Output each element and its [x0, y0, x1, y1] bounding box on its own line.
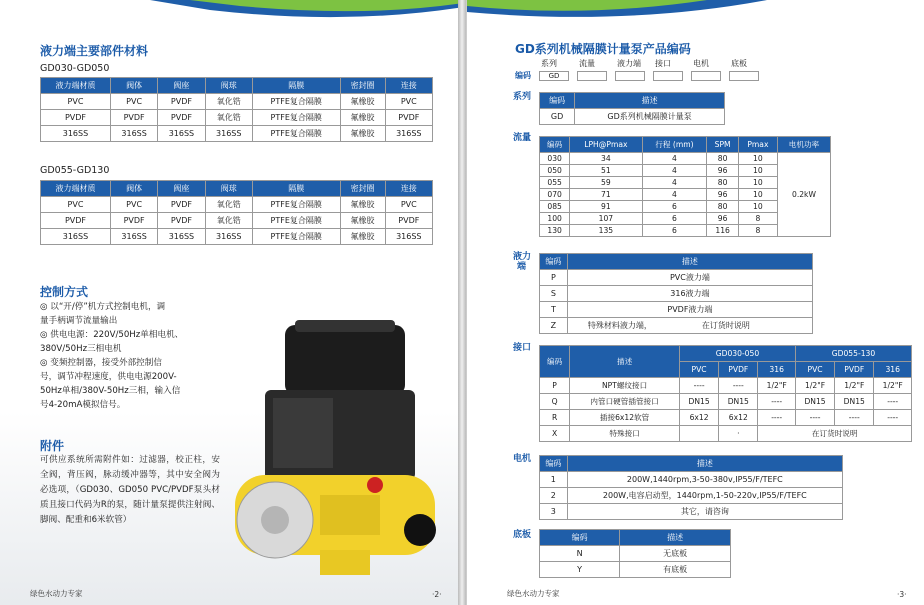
- table-cell: 055: [540, 177, 570, 189]
- table-header-cell: LPH@Pmax: [570, 137, 642, 153]
- table-row: [540, 410, 912, 426]
- table-cell: 316SS: [385, 126, 432, 142]
- table-cell: 1/2"F: [835, 378, 874, 394]
- table-header-cell: 描述: [567, 456, 842, 472]
- table-cell: 80: [707, 177, 738, 189]
- table-cell: 10: [738, 177, 777, 189]
- table-cell: PVC: [385, 197, 432, 213]
- table-cell: DN15: [835, 394, 874, 410]
- table-row: [540, 153, 831, 165]
- table-cell: 无底板: [620, 546, 731, 562]
- table-cell: 200W,电容启动型，1440rpm,1-50-220v,IP55/F/TEFC: [567, 488, 842, 504]
- motor-label: 电机: [513, 454, 532, 464]
- materials-table-1: [40, 77, 433, 142]
- base-label: 底板: [513, 530, 532, 540]
- table-cell: 1/2"F: [874, 378, 912, 394]
- table-header-cell: PVC: [679, 362, 718, 378]
- table-cell: 4: [642, 153, 707, 165]
- table-cell: 在订货时说明: [758, 426, 912, 442]
- materials-table-2: [40, 180, 433, 245]
- table-header-cell: 描述: [570, 346, 680, 378]
- table-row: [540, 302, 813, 318]
- code-label: 电机: [693, 59, 709, 68]
- table-cell: PTFE复合隔膜: [252, 94, 340, 110]
- table-header-cell: 隔膜: [252, 181, 340, 197]
- table-cell: 10: [738, 189, 777, 201]
- code-box: [577, 71, 607, 81]
- table-cell: 氟橡胶: [340, 197, 385, 213]
- table-cell: ----: [874, 394, 912, 410]
- table-header-cell: 编码: [540, 530, 620, 546]
- table-header-cell: 编码: [540, 346, 570, 378]
- table-row: [540, 562, 731, 578]
- table-cell: 135: [570, 225, 642, 237]
- table-row: [540, 254, 813, 270]
- table-cell: 内管口硬管插管接口: [570, 394, 680, 410]
- control-title: 控制方式: [40, 285, 89, 299]
- table-cell: PVC: [385, 94, 432, 110]
- table-cell: PVC: [110, 94, 157, 110]
- table-cell: ----: [835, 410, 874, 426]
- table-cell: 6: [642, 201, 707, 213]
- code-box: GD: [539, 71, 569, 81]
- table-cell: PVDF: [385, 110, 432, 126]
- table-cell: 4: [642, 165, 707, 177]
- control-line: 号4-20mA模拟信号。: [40, 400, 126, 410]
- table-cell: 34: [570, 153, 642, 165]
- spine: [458, 0, 466, 605]
- table-header-cell: 描述: [620, 530, 731, 546]
- table-cell: PTFE复合隔膜: [252, 213, 340, 229]
- table-cell: PTFE复合隔膜: [252, 110, 340, 126]
- table-header-cell: PVDF: [835, 362, 874, 378]
- materials-title: 液力端主要部件材料: [40, 44, 149, 58]
- code-box: [653, 71, 683, 81]
- table-cell: X: [540, 426, 570, 442]
- control-text: [40, 300, 220, 412]
- table-cell: PVDF: [158, 110, 205, 126]
- table-cell: 070: [540, 189, 570, 201]
- table-cell: PVDF: [41, 213, 111, 229]
- code-label: 底板: [731, 59, 747, 68]
- table-cell: 71: [570, 189, 642, 201]
- table-cell: PVC: [41, 197, 111, 213]
- wet-label-2: 端: [517, 262, 527, 272]
- table-cell: 316SS: [110, 229, 157, 245]
- table-cell: [679, 426, 718, 442]
- table-cell: 氟橡胶: [340, 94, 385, 110]
- table-cell: 316SS: [41, 229, 111, 245]
- accessories-text: 可供应系统所需附件如：过滤器，校正柱，安全阀，背压阀，脉动缓冲器等，其中安全阀为必选项，（GD030、GD050 PVC/PVDF泵头材质且接口代码为R的泵，随计量泵提供注射阀、脚阀、配重和6米软管）: [40, 455, 220, 525]
- table-cell: 107: [570, 213, 642, 225]
- table-row: [540, 286, 813, 302]
- table-header-cell: 连接: [385, 181, 432, 197]
- table-cell: 116: [707, 225, 738, 237]
- table-cell: PVDF: [158, 213, 205, 229]
- table-row: [540, 318, 813, 334]
- table-cell: 030: [540, 153, 570, 165]
- table-row: [41, 126, 433, 142]
- table-header-cell: 阀球: [205, 181, 252, 197]
- table-cell: PTFE复合隔膜: [252, 229, 340, 245]
- table-header-cell: SPM: [707, 137, 738, 153]
- table-cell: R: [540, 410, 570, 426]
- table-header-cell: 液力端材质: [41, 78, 111, 94]
- code-prefix: 编码: [515, 71, 531, 80]
- table-row: [540, 488, 843, 504]
- table-cell: 10: [738, 201, 777, 213]
- conn-label: 接口: [513, 343, 532, 353]
- series-label: 系列: [513, 92, 532, 102]
- code-label: 系列: [541, 59, 557, 68]
- left-footer: 绿色水动力专家: [30, 589, 83, 598]
- table-cell: PVC: [110, 197, 157, 213]
- code-box: [615, 71, 645, 81]
- table-cell: DN15: [795, 394, 834, 410]
- table-cell: 8: [738, 213, 777, 225]
- table-cell: 插接6x12软管: [570, 410, 680, 426]
- table-header-cell: 编码: [540, 254, 568, 270]
- table-cell: 特殊接口: [570, 426, 680, 442]
- table-row: [41, 78, 433, 94]
- table-row: [540, 270, 813, 286]
- table-cell: 96: [707, 165, 738, 177]
- table-cell: 91: [570, 201, 642, 213]
- flow-table: [539, 136, 831, 237]
- table-cell: DN15: [719, 394, 758, 410]
- right-footer: 绿色水动力专家: [507, 589, 560, 598]
- table-cell: PVDF: [110, 213, 157, 229]
- table-header-cell: 连接: [385, 78, 432, 94]
- table-row: [540, 456, 843, 472]
- table-cell: 200W,1440rpm,3-50-380v,IP55/F/TEFC: [567, 472, 842, 488]
- table-cell: N: [540, 546, 620, 562]
- control-line: ◎ 变频控制器，接受外部控制信: [40, 358, 162, 368]
- code-label: 接口: [655, 59, 671, 68]
- table-cell: 10: [738, 165, 777, 177]
- table-cell: 050: [540, 165, 570, 177]
- table-cell: 96: [707, 189, 738, 201]
- table-cell: S: [540, 286, 568, 302]
- table-row: [540, 472, 843, 488]
- table-cell: 80: [707, 153, 738, 165]
- table-header-cell: 316: [874, 362, 912, 378]
- table-cell: 1: [540, 472, 568, 488]
- control-line: ◎ 以“开/停”机方式控制电机，调: [40, 302, 166, 312]
- table-row: [41, 181, 433, 197]
- control-line: ◎ 供电电源：220V/50Hz单相电机、: [40, 330, 184, 340]
- table-cell: ----: [874, 410, 912, 426]
- table-cell: ----: [758, 394, 796, 410]
- series-table: [539, 92, 725, 125]
- table-cell: 氟橡胶: [340, 213, 385, 229]
- table-header-cell: 液力端材质: [41, 181, 111, 197]
- table-cell: 316SS: [205, 126, 252, 142]
- table-cell: 80: [707, 201, 738, 213]
- table-row: [540, 346, 912, 362]
- header-swoosh: [150, 0, 458, 28]
- table-cell: 1/2"F: [795, 378, 834, 394]
- product-code-title: GD系列机械隔膜计量泵产品编码: [515, 42, 691, 56]
- table-cell: 085: [540, 201, 570, 213]
- table-cell: PVDF: [110, 110, 157, 126]
- table-header-cell: GD055-130: [795, 346, 911, 362]
- table-cell: 10: [738, 153, 777, 165]
- table-header-cell: 阀体: [110, 78, 157, 94]
- control-line: 号，调节冲程速度，供电电源200V-: [40, 372, 177, 382]
- table-cell: 316SS: [41, 126, 111, 142]
- code-box: [729, 71, 759, 81]
- table-header-cell: 描述: [567, 254, 812, 270]
- table-row: [540, 109, 725, 125]
- table-cell: 6x12: [719, 410, 758, 426]
- table-cell: DN15: [679, 394, 718, 410]
- accessories-title: 附件: [40, 439, 65, 453]
- table-row: [540, 426, 912, 442]
- table-header-cell: 316: [758, 362, 796, 378]
- table-header-cell: 电机功率: [777, 137, 830, 153]
- table-cell: 59: [570, 177, 642, 189]
- control-line: 量手柄调节流量输出: [40, 316, 118, 326]
- table-header-cell: 描述: [575, 93, 725, 109]
- table-header-cell: 编码: [540, 93, 575, 109]
- model-range-2: GD055-GD130: [40, 165, 110, 176]
- table-header-cell: 阀体: [110, 181, 157, 197]
- connection-table: [539, 345, 912, 442]
- table-row: [540, 137, 831, 153]
- table-cell: 氧化锆: [205, 197, 252, 213]
- table-cell: 氟橡胶: [340, 229, 385, 245]
- table-cell: 氧化锆: [205, 110, 252, 126]
- table-header-cell: 隔膜: [252, 78, 340, 94]
- table-row: [41, 229, 433, 245]
- table-cell: 51: [570, 165, 642, 177]
- table-row: [540, 93, 725, 109]
- z-desc: 特殊材料液力端，: [587, 321, 652, 330]
- table-cell: P: [540, 378, 570, 394]
- motor-table: [539, 455, 843, 520]
- table-cell: ----: [795, 410, 834, 426]
- table-row: [540, 394, 912, 410]
- table-header-cell: 编码: [540, 137, 570, 153]
- table-cell: 4: [642, 177, 707, 189]
- flow-label: 流量: [513, 133, 532, 143]
- table-row: [540, 546, 731, 562]
- table-header-cell: 编码: [540, 456, 568, 472]
- z-note: 在订货时说明: [701, 321, 750, 330]
- table-header-cell: 行程 (mm): [642, 137, 707, 153]
- table-cell: 氧化锆: [205, 213, 252, 229]
- table-cell: ----: [719, 378, 758, 394]
- table-cell: PVDF: [158, 94, 205, 110]
- table-row: [41, 110, 433, 126]
- table-cell: PVDF: [41, 110, 111, 126]
- left-page: [0, 0, 458, 605]
- table-header-cell: 密封圈: [340, 181, 385, 197]
- table-cell: 130: [540, 225, 570, 237]
- table-cell: Z: [540, 318, 568, 334]
- table-row: [41, 213, 433, 229]
- table-cell: P: [540, 270, 568, 286]
- table-cell: 6: [642, 213, 707, 225]
- table-row: [41, 197, 433, 213]
- table-cell: 96: [707, 213, 738, 225]
- model-range-1: GD030-GD050: [40, 63, 110, 74]
- table-row: [540, 378, 912, 394]
- table-cell: 6: [642, 225, 707, 237]
- table-cell: PTFE复合隔膜: [252, 126, 340, 142]
- table-cell: 氟橡胶: [340, 110, 385, 126]
- table-cell: 316SS: [205, 229, 252, 245]
- control-line: 50Hz单相/380V-50Hz三相，输入信: [40, 386, 181, 396]
- table-header-cell: 阀座: [158, 78, 205, 94]
- table-cell: 1/2"F: [758, 378, 796, 394]
- table-header-cell: 密封圈: [340, 78, 385, 94]
- right-page: [466, 0, 924, 605]
- table-cell: T: [540, 302, 568, 318]
- table-header-cell: PVC: [795, 362, 834, 378]
- table-cell: 316SS: [158, 229, 205, 245]
- table-cell: GD: [540, 109, 575, 125]
- table-cell: PVC: [41, 94, 111, 110]
- code-label: 液力端: [617, 59, 641, 68]
- table-row: [540, 504, 843, 520]
- wet-label-1: 液力: [513, 252, 532, 262]
- table-row: [540, 530, 731, 546]
- table-header-cell: Pmax: [738, 137, 777, 153]
- table-cell: Q: [540, 394, 570, 410]
- table-cell: 316SS: [158, 126, 205, 142]
- pump-photo: [225, 320, 450, 580]
- table-cell: 8: [738, 225, 777, 237]
- table-cell: 0.2kW: [777, 153, 830, 237]
- table-cell: 316液力端: [567, 286, 812, 302]
- table-cell: 6x12: [679, 410, 718, 426]
- header-swoosh-right: [467, 0, 767, 28]
- table-cell: 100: [540, 213, 570, 225]
- table-cell: 3: [540, 504, 568, 520]
- right-page-number: ·3·: [897, 590, 907, 599]
- code-label: 流量: [579, 59, 595, 68]
- table-cell: ·: [719, 426, 758, 442]
- table-row: [41, 94, 433, 110]
- table-cell: ----: [758, 410, 796, 426]
- wet-end-table: [539, 253, 813, 334]
- table-cell: NPT螺纹接口: [570, 378, 680, 394]
- table-cell: [567, 318, 812, 334]
- table-cell: 氧化锆: [205, 94, 252, 110]
- table-cell: 316SS: [385, 229, 432, 245]
- table-cell: GD系列机械隔膜计量泵: [575, 109, 725, 125]
- table-cell: PVDF: [158, 197, 205, 213]
- table-cell: 有底板: [620, 562, 731, 578]
- table-cell: 4: [642, 189, 707, 201]
- table-cell: PVC液力端: [567, 270, 812, 286]
- table-cell: PVDF: [385, 213, 432, 229]
- base-table: [539, 529, 731, 578]
- table-header-cell: 阀座: [158, 181, 205, 197]
- table-cell: 316SS: [110, 126, 157, 142]
- table-cell: 2: [540, 488, 568, 504]
- table-cell: PTFE复合隔膜: [252, 197, 340, 213]
- table-cell: 氟橡胶: [340, 126, 385, 142]
- control-line: 380V/50Hz三相电机: [40, 344, 122, 354]
- table-header-cell: 阀球: [205, 78, 252, 94]
- table-cell: Y: [540, 562, 620, 578]
- table-header-cell: PVDF: [719, 362, 758, 378]
- left-page-number: ·2·: [432, 590, 442, 599]
- table-cell: 其它，请咨询: [567, 504, 842, 520]
- table-header-cell: GD030-050: [679, 346, 795, 362]
- code-box: [691, 71, 721, 81]
- table-cell: PVDF液力端: [567, 302, 812, 318]
- table-cell: ----: [679, 378, 718, 394]
